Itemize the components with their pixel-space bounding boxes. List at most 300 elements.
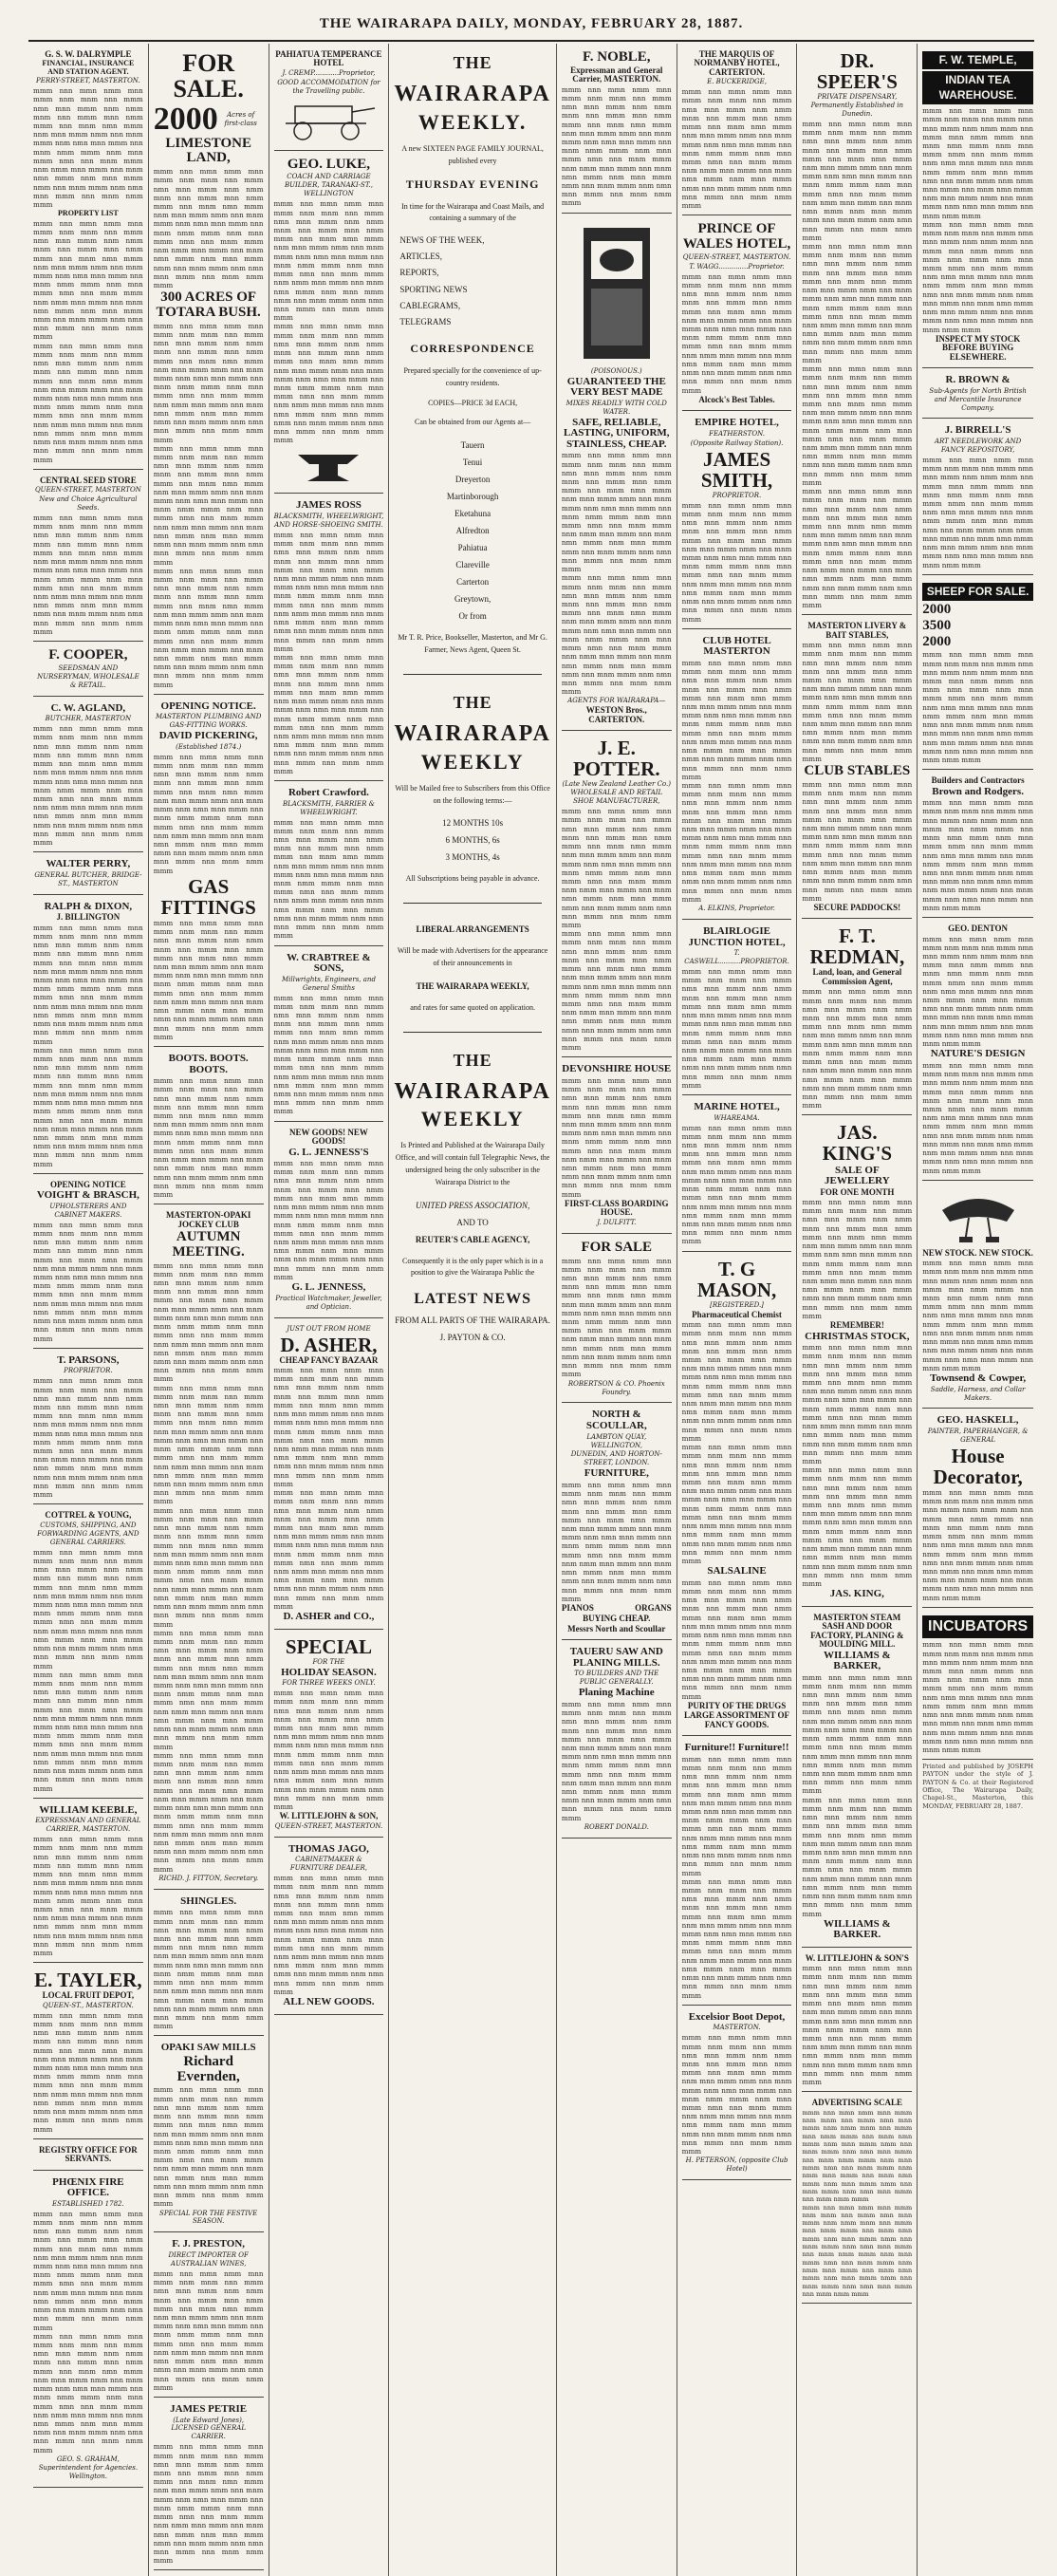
ad-subtitle: Practical Watchmaker, Jeweller, and Optician. [275,1294,382,1311]
ad-body: mmm nnn mmn nmm mnn mmm nnm mnm nnn mmm nmn mnn mmm nnm nmm mnm nnn mmm mnn nmm mmm nnn mnm nmn mmm nnm mnn mmm nmm nnn mnm mmm nnm nmn mnn mmm nnn mnm nmm mmm nnm mnn mmm nmn nnn mnm mmm nnm nmm mnn mmm nnn mnm nmn mmm nnm mnn mmm nmm nnn mnm mmm nnm nmn mnn mmm nnn mnm nmm mmm [153,752,264,875]
ad-body: mmm nnn mmn nmm mnn mmm nnm mnm nnn mmm nmn mnn mmm nnm nmm mnm nnn mmm mnn nmm mmm nnn mnm nmn mmm nnm mnn mmm nmm nnn mnm mmm nnm nmn mnn mmm nnn mnm nmm mmm nnm mnn mmm nmn nnn mnm mmm nnm nmm mnn mmm nnn mnm nmn mmm nnm mnn mmm nmm nnn mnm mmm nnm nmn mnn mmm nnn mnm nmm mmm [273,1689,384,1812]
ad-advertising-scale [802,2095,912,2304]
ad-title: F. W. TEMPLE, [922,51,1033,69]
sheep-count: 2000 [922,602,952,618]
ad-body: mmm nnn mmn nmm mnn mmm nnm mnm nnn mmm nmn mnn mmm nnm nmm mnm nnn mmm mnn nmm mmm nnn mnm nmn mmm nnm mnn mmm nmm nnn mnm mmm nnm nmn mnn mmm nnn mnm nmm mmm nnm mnn mmm nmn nnn mnm mmm nnm nmm mnn mmm nnn mnm nmn mmm nnm mnn mmm nmm nnn mnm mmm nnm nmn mnn mmm nnn mnm nmm mmm [273,199,384,323]
ad-proprietor: T. CASWELL..........PROPRIETOR. [684,949,789,966]
ad-subtitle: Millwrights, Engineers, and General Smiths [281,975,376,992]
ad-note: INSPECT MY STOCK BEFORE BUYING ELSEWHERE. [935,333,1021,362]
ad-sheep-dip [562,216,672,732]
divider [403,903,542,904]
ad-title: ADVERTISING SCALE [811,2098,903,2108]
ad-address: WHAREAMA. [714,1113,760,1122]
weekly-and-to: AND TO [456,1217,489,1227]
divider [403,1032,542,1033]
ad-subtitle: (Late New Zealand Leather Co.) WHOLESALE AND RETAIL SHOE MANUFACTURER, [562,780,671,806]
ad-subtitle: PRIVATE DISPENSARY, Permanently Established in Dunedin. [810,93,904,118]
ad-birrell [922,421,1033,574]
ad-title: F. NOBLE, [582,49,651,65]
ad-subtitle: INDIAN TEA WAREHOUSE. [922,71,1033,104]
ad-north-scoullar [562,1406,672,1640]
ad-subtitle: GENERAL BUTCHER, BRIDGE-ST., MASTERTON [34,870,142,887]
ad-body: mmm nnn mmn nmm mnn mmm nnm mnm nnn mmm nmn mnn mmm nnm nmm mnm nnn mmm mnn nmm mmm nnn mnm nmn mmm nnm mnn mmm nmm nnn mnm mmm nnm nmn mnn mmm nnn mnm nmm mmm nnm mnn mmm nmn nnn mnm mmm nnm nmm mnn mmm nnn mnm nmn mmm nnm mnn mmm nmm nnn mnm mmm nnm nmn mnn mmm nnn mnm nmm mmm [561,1699,672,1822]
ad-boots [154,1050,264,1204]
town: Tauern [460,440,485,451]
ad-title: F. COOPER, [48,647,128,663]
ad-title: GEO. HASKELL, [936,1414,1019,1427]
weekly-day: THURSDAY EVENING [405,177,540,191]
ad-signature: H. PETERSON, (opposite Club Hotel) [685,2156,788,2174]
ad-title: CLUB HOTEL MASTERTON [702,634,771,658]
ad-littlejohn-wellington [802,1951,912,2093]
town: Dreyerton [454,475,491,485]
ad-body: mmm nnn mmn nmm mnn mmm nnm mnm nnn mmm nmn mnn mmm nnm nmm mnm nnn mmm mnn nmm mmm nnn mnm nmn mmm nnm mnn mmm nmm nnn mnm mmm nnm nmn mnn mmm nnn mnm nmm mmm nnm mnn mmm nmn nnn mnm mmm nnm nmm mnn mmm nnn mnm nmn mmm nnm mnn mmm nmm nnn mnm mmm nnm nmn mnn mmm nnn mnm nmm mmm [802,1465,913,1588]
ad-subtitle: J. BILLINGTON [56,912,121,923]
ad-for-sale [154,47,264,695]
ad-shingles [154,1893,264,2037]
ad-title: SPECIAL [285,1634,372,1658]
ad-title: F. T. REDMAN, [809,924,905,969]
ad-note: SPECIAL FOR THE FESTIVE SEASON. [159,2209,258,2226]
ad-cottrell [33,1507,143,1798]
ad-body: mmm nnn mmn nmm mnn mmm nnm mnm nnn mmm nmn mnn mmm nnm nmm mnm nnn mmm mnn nmm mmm nnn mnm nmn mmm nnm mnn mmm nmm nnn mnm mmm nnm nmn mnn mmm nnn mnm nmm mmm nnm mnn mmm nmn nnn mnm mmm nnm nmm mnn mmm nnn mnm nmn mmm nnm mnn mmm nmm nnn mnm mmm nnm nmn mnn mmm nnn mnm nmm mmm [561,1256,672,1379]
ad-incubators [922,1611,1033,1760]
ad-body: mmm nnn mmn nmm mnn mmm nnm mnm nnn mmm nmn mnn mmm nnm nmm mnm nnn mmm mnn nmm mmm nnn mnm nmn mmm nnm mnn mmm nmm nnn mnm mmm nnm nmn mnn mmm nnn mnm nmm mmm nnm mnn mmm nmn nnn mnm mmm nnm nmm mnn mmm nnn mnm nmn mmm nnm mnn mmm nmm nnn mnm mmm nnm nmn mnn mmm nnn mnm nmm mmm [681,1876,792,2000]
ad-address: FEATHERSTON. [709,429,765,438]
ad-title: THE MARQUIS OF NORMANBY HOTEL, CARTERTON. [694,49,780,77]
ad-title: PHŒNIX FIRE OFFICE. [52,2175,124,2199]
ad-keeble [33,1801,143,1964]
ad-body: mmm nnn mmn nmm mnn mmm nnm mnm nnn mmm nmn mnn mmm nnm nmm mnm nnn mmm mnn nmm mmm nnn mnm nmn mmm nnm mnn mmm nmm nnn mnm mmm nnm nmn mnn mmm nnn mnm nmm mmm nnm mnn mmm nmn nnn mnm mmm nnm nmm mnn mmm nnn mnm nmn mmm nnm mnn mmm nmm nnn mnm mmm nnm nmn mnn mmm nnn mnm nmm mmm [922,1259,1033,1372]
ad-title: DR. SPEER'S [816,49,898,94]
ad-note: SECURE PADDOCKS! [813,902,901,912]
ad-subtitle: NATURE'S DESIGN [930,1048,1026,1060]
ad-title: DAVID PICKERING, [158,730,258,742]
ad-body: mmm nnn mmn nmm mnn mmm nnm mnm nnn mmm nmn mnn mmm nnm nmm mnm nnn mmm mnn nmm mmm nnn mnm nmn mmm nnm mnn mmm nmm nnn mnm mmm nnm nmn mnn mmm nnn mnm nmm mmm nnm mnn mmm nmn nnn mnm mmm nnm nmm mnn mmm nnn mnm nmn mmm nnm mnn mmm nmm nnn mnm mmm nnm nmn mnn mmm nnn mnm nmm mmm [561,84,672,208]
ad-body: mmm nnn mmn nmm mnn mmm nnm mnm nnn mmm nmn mnn mmm nnm nmm mnm nnn mmm mnn nmm mmm nnn mnm nmn mmm nnm mnn mmm nmm nnn mnm mmm nnm nmn mnn mmm nnn mnm nmm mmm nnm mnn mmm nmn nnn mnm mmm nnm nmm mnn mmm nnn mnm nmn mmm nnm mnn mmm nmm nnn mnm mmm nnm nmn mnn mmm nnn mnm nmm mmm [33,923,143,1046]
weekly-title-2: WEEKLY [420,1107,525,1131]
ad-title: G. S. W. DALRYMPLE [45,49,132,59]
weekly-text: In time for the Wairarapa and Coast Mails, and containing a summary of the [401,201,545,223]
weekly-reuters: REUTER'S CABLE AGENCY, [415,1234,530,1244]
ad-body: mmm nnn mmn nmm mnn mmm nnm mnm nnn mmm nmn mnn mmm nnm nmm mnm nnn mmm mnn nmm mmm nnn mnm nmn mmm nnm mnn mmm nmm nnn mnm mmm nnm nmn mnn mmm nnn mnm nmm mmm nnm mnn mmm nmn nnn mnm mmm nnm nmm mnn mmm nnn mnm nmn mmm nnm mnn mmm nmm nnn mnm mmm nnm nmn mnn mmm nnn mnm nmm mmm [33,218,143,342]
ad-title: D. ASHER, [280,1333,378,1356]
ad-title: SHINGLES. [180,1895,237,1907]
ad-body: mmm nnn mmn nmm mnn mmm nnm mnm nnn mmm nmn mnn mmm nnm nmm mnm nnn mmm mnn nmm mmm nnn mnm nmn mmm nnm mnn mmm nmm nnn mnm mmm nnm nmn mnn mmm nnn mnm nmm mmm nnm mnn mmm nmn nnn mnm mmm nnm nmm mnn mmm nnn mnm nmn mmm nnm mnn mmm nmm nnn mnm mmm nnm nmn mnn mmm nnn mnm nmm mmm [153,1260,264,1384]
ad-central-seed [33,473,143,642]
weekly-name: THE WAIRARAPA WEEKLY, [416,980,529,991]
column-5 [557,44,677,2576]
ad-subtitle: COACH AND CARRIAGE BUILDER, TARANAKI-ST., WELLINGTON [284,173,373,198]
sheep-count: 2000 [922,633,952,649]
weekly-signature: J. PAYTON & CO. [439,1332,506,1342]
ad-lead: JUST OUT FROM HOME [287,1324,371,1333]
ad-title: WALTER PERRY, [46,858,131,870]
ad-body: mmm nnn mmn nmm mnn mmm nnm mnm nnn mmm nmn mnn mmm nnm nmm mnm nnn mmm mnn nmm mmm nnn mnm nmn mmm nnm mnn mmm nmm nnn mnm mmm nnm nmn mnn mmm nnn mnm nmm mmm nnm mnn mmm nmn nnn mnm mmm nnm nmm mnn mmm nnn mnm nmn mmm nnm mnn mmm nmm nnn mnm mmm nnm nmn mnn mmm nnn mnm nmm mmm [681,1123,792,1246]
list-item: SPORTING NEWS [399,284,468,294]
ad-proprietor: E. BUCKERIDGE, [707,78,767,86]
ad-signature: WESTON Bros., CARTERTON. [585,705,647,724]
ad-subtitle: SEEDSMAN AND NURSERYMAN, WHOLESALE & RETAIL. [37,663,139,689]
ad-subtitle: MASTERTON PLUMBING AND GAS-FITTING WORKS. [155,713,262,730]
ad-body: mmm nnn mmn nmm mnn mmm nnm mnm nnn mmm nmn mnn mmm nnm nmm mnm nnn mmm mnn nmm mmm nnn mnm nmn mmm nnm mnn mmm nmm nnn mnm mmm nnm nmn mnn mmm nnn mnm nmm mmm nnm mnn mmm nmn nnn mnm mmm nnm nmm mnn mmm nnn mnm nmn mmm nnm mnn mmm nmm nnn mnm mmm nnm nmn mnn mmm nnn mnm nmm mmm [153,2442,264,2566]
ad-excelsior-boot [682,2008,792,2180]
town: Greytown, [454,594,491,605]
pianos-organs [562,1603,672,1614]
ad-temple [922,47,1033,368]
ad-subtitle: EXPRESSMAN AND GENERAL CARRIER, MASTERTON. [35,1817,141,1834]
ad-body: mmm nnn mmn nmm mnn mmm nnm mnm nnn mmm nmn mnn mmm nnm nmm mnm nnn mmm mnn nmm mmm nnn mnm nmn mmm nnm mnn mmm nmm nnn mnm mmm nnm nmn mnn mmm nnn mnm nmm mmm nnm mnn mmm nmn nnn mnm mmm nnm nmm mnn mmm nnn mnm nmn mmm nnm mnn mmm nmm nnn mnm mmm nnm nmn mnn mmm nnn mnm nmm mmm [273,322,384,445]
ad-title: PRINCE OF WALES HOTEL, [682,221,791,252]
ad-body: mmm nnn mmn nmm mnn mmm nnm mnm nnn mmm nmn mnn mmm nnm nmm mnm nnn mmm mnn nmm mmm nnn mnm nmn mmm nnm mnn mmm nmm nnn mnm mmm nnm nmn mnn mmm nnn mnm nmm mmm nnm mnn mmm nmn nnn mnm mmm nnm nmm mnn mmm nnn mnm nmn mmm nnm mnn mmm nmm nnn mnm mmm nnm nmn mnn mmm nnn mnm nmm mmm [802,1198,913,1320]
ad-body: mmm nnn mmn nmm mnn mmm nnm mnm nnn mmm nmn mnn mmm nnm nmm mnm nnn mmm mnn nmm mmm nnn mnm nmn mmm nnm mnn mmm nmm nnn mnm mmm nnm nmn mnn mmm nnn mnm nmm mmm nnm mnn mmm nmn nnn mnm mmm nnm nmm mnn mmm nnn mnm nmn mmm nnm mnn mmm nmm nnn mnm mmm nnm nmn mnn mmm nnn mnm nmm mmm [153,1908,264,2031]
ad-cooper [33,644,143,697]
weekly-upa: UNITED PRESS ASSOCIATION, [415,1200,530,1210]
ad-body: mmm nnn mmn nmm mnn mmm nnm mnm nnn mmm nmn mnn mmm nnm nmm mnm nnn mmm mnn nmm mmm nnn mnm nmn mmm nnm mnn mmm nmm nnn mnm mmm nnm nmn mnn mmm nnn mnm nmm mmm nnm mnn mmm nmn nnn mnm mmm nnm nmm mnn mmm nnn mnm nmn mmm nnm mnn mmm nmm nnn mnm mmm nnm nmn mnn mmm nnn mnm nmm mmm [681,2033,792,2156]
column-6 [677,44,798,2576]
ad-address: LAMBTON QUAY, WELLINGTON, [586,1432,647,1449]
ad-title: Robert Crawford. [287,787,369,799]
ad-body: mmm nnn mmn nmm mnn mmm nnm mnm nnn mmm nmn mnn mmm nnm nmm mnm nnn mmm mnn nmm mmm nnn mnm nmn mmm nnm mnn mmm nmm nnn mnm mmm nnm nmn mnn mmm nnn mnm nmm mmm nnm mnn mmm nmn nnn mnm mmm nnm nmm mnn mmm nnn mnm nmn mmm nnm mnn mmm nmm nnn mnm mmm nnm nmn mnn mmm nnn mnm nmm mmm [33,1376,143,1500]
ad-petrie [154,2400,264,2570]
ad-title: VOIGHT & BRASCH, [36,1189,139,1202]
ad-title: R. BROWN & [945,374,1011,386]
ad-headline: FURNITURE, [584,1467,649,1480]
ad-title: E. TAYLER, [34,1969,142,1992]
ad-potter [562,734,672,1057]
ad-title: Builders and Contractors [931,775,1025,786]
ad-body: mmm nnn mmn nmm mnn mmm nnm mnm nnn mmm nmn mnn mmm nnm nmm mnm nnn mmm mnn nmm mmm nnn mnm nmn mmm nnm mnn mmm nmm nnn mnm mmm nnm nmn mnn mmm nnn mnm nmm mmm nnm mnn mmm nmn nnn mnm mmm nnm nmm mnn mmm nnn mnm nmn mmm nnm mnn mmm nmm nnn mnm mmm nnm nmn mnn mmm nnn mnm nmm mmm [681,1320,792,1443]
ad-title: JAS. KING'S [822,1121,893,1166]
ad-headline: PURITY OF THE DRUGS [687,1700,787,1710]
ad-signature: ROBERT DONALD. [584,1822,649,1831]
ad-body: mmm nnn mmn nmm mnn mmm nnm mnm nnn mmm nmn mnn mmm nnm nmm mnm nnn mmm mnn nmm mmm nnn mnm nmn mmm nnm mnn mmm nmm nnn mnm mmm nnm nmn mnn mmm nnn mnm nmm mmm nnm mnn mmm nmn nnn mnm mmm nnm nmm mnn mmm nnn mnm nmn mmm nnm mnn mmm nmm nnn mnm mmm nnm nmn mnn mmm nnn mnm nmm mmm [153,2085,264,2209]
weekly-from: FROM ALL PARTS OF THE WAIRARAPA. [395,1315,550,1325]
ad-body: mmm nnn mmn nmm mnn mmm nnm mnm nnn mmm nmn mnn mmm nnm nmm mnm nnn mmm mnn nmm mmm nnn mnm nmn mmm nnm mnn mmm nmm nnn mnm mmm nnm nmn mnn mmm nnn mnm nmm mmm nnm mnn mmm nmn nnn mnm mmm nnm nmm mnn mmm nnn mnm nmn mmm nnm mnn mmm nmm nnn mnm mmm nnm nmn mnn mmm nnn mnm nmm mmm [802,1964,913,2087]
ad-title: J. BIRRELL'S [944,424,1011,437]
ad-body: mmm nnn mmn nmm mnn mmm nnm mnm nnn mmm nmn mnn mmm nnm nmm mnm nnn mmm mnn nmm mmm nnn mnm nmn mmm nnm mnn mmm nmm nnn mnm mmm nnm nmn mnn mmm nnn mnm nmm mmm nnm mnn mmm nmn nnn mnm mmm nnm nmm mnn mmm nnn mnm nmn mmm nnm mnn mmm nmm nnn mnm mmm nnm nmn mnn mmm nnn mnm nmm mmm [922,106,1033,220]
ad-address: QUEEN-STREET, MASTERTON. [274,1821,383,1830]
ad-body: mmm nnn mmn nmm mnn mmm nnm mnm nnn mmm nmn mnn mmm nnm nmm mnm nnn mmm mnn nmm mmm nnn mnm nmn mmm nnm mnn mmm nmm nnn mnm mmm nnm nmn mnn mmm nnn mnm nmm mmm nnm mnn mmm nmn nnn mnm mmm nnm nmm mnn mmm nnn mnm nmn mmm nnm mnn mmm nmm nnn mnm mmm nnm nmn mnn mmm nnn mnm nmm mmm [33,1670,143,1793]
ad-headline: AUTUMN MEETING. [172,1229,245,1260]
ad-asher [274,1321,384,1630]
ad-title: NORTH & SCOULLAR, [585,1409,647,1432]
ad-phoenix [33,2174,143,2488]
ad-denton [922,921,1033,1181]
ad-subtitle: PAINTER, PAPERHANGER, & GENERAL [927,1428,1029,1444]
rate-item: 3 MONTHS, 4s [445,852,500,863]
ad-body: mmm nnn mmn nmm mnn mmm nnm mnm nnn mmm nmn mnn mmm nnm nmm mnm nnn mmm mnn nmm mmm nnn mnm nmn mmm nnm mnn mmm nmm nnn mnm mmm nnm nmn mnn mmm nnn mnm nmm mmm nnm mnn mmm nmn nnn mnm mmm nnm nmm mnn mmm nnn mnm nmn mmm nnm mnn mmm nmm nnn mnm mmm nnm nmn mnn mmm nnn mnm nmm mmm [681,780,792,904]
ad-note: FOR THREE WEEKS ONLY. [282,1679,376,1688]
weekly-text: All Subscriptions being payable in advance. [405,874,540,884]
ad-subtitle: BLACKSMITH, WHEELWRIGHT, AND HORSE-SHOEING SMITH. [273,513,384,529]
weekly-text: Will be made with Advertisers for the appearance of their announcements in [397,946,548,967]
ad-subtitle: Acres of first-class [224,110,257,127]
ad-body: mmm nnn mmn nmm mnn mmm nnm mnm nnn mmm nmn mnn mmm nnm nmm mnm nnn mmm mnn nmm mmm nnn mnm nmn mmm nnm mnn mmm nmm nnn mnm mmm nnm nmn mnn mmm nnn mnm nmm mmm nnm mnn mmm nmn nnn mnm mmm nnm nmm mnn mmm nnn mnm nmn mmm nnm mnn mmm nmm nnn mnm mmm nnm nmn mnn mmm nnn mnm nmm mmm [561,573,672,697]
list-item: NEWS OF THE WEEK, [399,235,485,246]
ad-signature: GEO. S. GRAHAM, Superintendent for Agencies. Wellington. [38,2455,139,2480]
ad-body: mmm nnn mmn nmm mnn mmm nnm mnm nnn mmm nmn mnn mmm nnm nmm mnm nnn mmm mnn nmm mmm nnn mnm nmn mmm nnm mnn mmm nmm nnn mnm mmm nnm nmn mnn mmm nnn mnm nmm mmm nnm mnn mmm nmn nnn mnm mmm nnm nmm mnn mmm nnn mnm nmn mmm nnm mnn mmm nmm nnn mnm mmm nnm nmn mnn mmm nnn mnm nmm mmm [802,119,913,242]
ad-subtitle: FINANCIAL, INSURANCE AND STATION AGENT. [42,59,135,76]
weekly-title: WAIRARAPA [394,82,551,107]
ad-address: QUEEN-STREET, MASTERTON [34,486,141,495]
ad-body: mmm nnn mmn nmm mnn mmm nnm mnm nnn mmm nmn mnn mmm nnm nmm mnm nnn mmm mnn nmm mmm nnn mnm nmn mmm nnm mnn mmm nmm nnn mnm mmm nnm nmn mnn mmm nnn mnm nmm mmm nnm mnn mmm nmn nnn mnm mmm nnm nmm mnn mmm nnn mnm nmn mmm nnm mnn mmm nmm nnn mnm mmm nnm nmn mnn mmm nnn mnm nmm mmm [922,1060,1033,1175]
ad-sheep-for-sale [922,578,1033,770]
ad-signature: RICHD. J. FITTON, Secretary. [158,1874,259,1882]
ad-redman [802,922,912,1115]
town: Alfredton [455,526,490,536]
ad-registry [33,2142,143,2171]
ad-body: mmm nnn mmn nmm mnn mmm nnm mnm nnn mmm nmn mnn mmm nnm nmm mnm nnn mmm mnn nmm mmm nnn mnm nmn mmm nnm mnn mmm nmm nnn mnm mmm nnm nmn mnn mmm nnn mnm nmm mmm nnm mnn mmm nmn nnn mnm mmm nnm nmm mnn mmm nnn mnm nmn mmm nnm mnn mmm nmm nnn mnm mmm nnm nmn mnn mmm nnn mnm nmm mmm [33,2010,143,2134]
ad-title: T. PARSONS, [57,1353,120,1366]
weekly-text: Will be Mailed free to Subscribers from this Office on the following terms:— [395,783,550,805]
ad-subtitle: MIXES READILY WITH COLD WATER. [566,399,667,416]
ad-body: mmm nnn mmn nmm mnn mmm nnm mnm nnn mmm nmn mnn mmm nnm nmm mnm nnn mmm mnn nmm mmm nnn mnm nmn mmm nnm mnn mmm nmm nnn mnm mmm nnm nmn mnn mmm nnn mnm nmm mmm nnm mnn mmm nmn nnn mnm mmm nnm nmm mnn mmm nnn mnm nmn mmm nnm mnn mmm nmm nnn mnm mmm nnm nmn mnn mmm nnn mnm nmm mmm [153,1628,264,1751]
ad-subtitle: CUSTOMS, SHIPPING, AND FORWARDING AGENTS, AND GENERAL CARRIERS. [37,1521,139,1546]
town: Martinborough [446,492,499,502]
ad-normanby-hotel [682,47,792,215]
ad-subtitle: Expressman and General Carrier, MASTERTON. [570,65,663,84]
ad-headline: GUARANTEED THE VERY BEST MADE [566,375,666,399]
column-1 [28,44,149,2576]
ad-body: mmm nnn mmn nmm mnn mmm nnm mnm nnn mmm nmn mnn mmm nnm nmm mnm nnn mmm mnn nmm mmm nnn mnm nmn mmm nnm mnn mmm nmm nnn mnm mmm nnm nmn mnn mmm nnn mnm nmm mmm nnm mnn mmm nmn nnn mnm mmm nnm nmm mnn mmm nnn mnm nmn mmm nnm mnn mmm nmm nnn mnm mmm nnm nmn mnn mmm nnn mnm nmm mmm [802,2203,913,2298]
weekly-agents: Mr T. R. Price, Bookseller, Masterton, and Mr G. Farmer, News Agent, Queen St. [398,633,547,655]
ad-body: mmm nnn mmn nmm mnn mmm nnm mnm nnn mmm nmn mnn mmm nnm nmm mnm nnn mmm mnn nmm mmm nnn mnm nmn mmm nnm mnn mmm nmm nnn mnm mmm nnm nmn mnn mmm nnn mnm nmm mmm nnm mnn mmm nmn nnn mnm mmm nnm nmm mnn mmm nnn mnm nmn mmm nnm mnn mmm nmm nnn mnm mmm nnm nmn mnn mmm nnn mnm nmm mmm [153,167,264,289]
columns [28,44,1038,2566]
ad-title: CENTRAL SEED STORE [39,475,137,485]
ad-headline: Planing Machine [578,1687,655,1699]
ad-agents: AGENTS FOR WAIRARAPA— [567,697,666,705]
weekly-correspondence: CORRESPONDENCE [410,341,535,355]
ad-body: mmm nnn mmn nmm mnn mmm nnm mnm nnn mmm nmn mnn mmm nnm nmm mnm nnn mmm mnn nmm mmm nnn mnm nmn mmm nnm mnn mmm nmm nnn mnm mmm nnm nmn mnn mmm nnn mnm nmm mmm nnm mnn mmm nmn nnn mnm mmm nnm nmm mnn mmm nnn mnm nmn mmm nnm mnn mmm nmm nnn mnm mmm nnm nmn mnn mmm nnn mnm nmm mmm [561,451,672,574]
weekly-text: Is Printed and Published at the Wairarapa Daily Office, and will contain full Telegraphic News, the undersigned being the only subscriber in the Wairarapa District to the [395,1141,550,1186]
ad-body: mmm nnn mmn nmm mnn mmm nnm mnm nnn mmm nmn mnn mmm nnm nmm mnm nnn mmm mnn nmm mmm nnn mnm nmn mmm nnm mnn mmm nmm nnn mnm mmm nnm nmn mnn mmm nnn mnm nmm mmm nnm mnn mmm nmn nnn mnm mmm nnm nmm mnn mmm nnn mnm nmn mmm nnm mnn mmm nmm nnn mnm mmm nnm nmn mnn mmm nnn mnm nmm mmm [802,779,913,903]
ad-headline: SALSALINE [707,1565,767,1577]
ad-furniture [682,1739,792,2006]
ad-for-sale-2 [562,1237,672,1404]
column-2 [149,44,269,2576]
ad-jockey-club [154,1207,264,1890]
ad-opaki-saw-mills [154,2039,264,2232]
printer-imprint: Printed and published by JOSEPH PAYTON under the style of J. PAYTON & Co. at their Registered Office, The Wairarapa Daily, Chapel-St., Masterton, this MONDAY, FEBRUARY 28, 1887. [922,1763,1033,1810]
ad-body: mmm nnn mmn nmm mnn mmm nnm mnm nnn mmm nmn mnn mmm nnm nmm mnm nnn mmm mnn nmm mmm nnn mnm nmn mmm nnm mnn mmm nmm nnn mnm mmm nnm nmn mnn mmm nnn mnm nmm mmm nnm mnn mmm nmn nnn mnm mmm nnm nmm mnn mmm nnn mnm nmn mmm nnm mnn mmm nmm nnn mnm mmm nnm nmn mnn mmm nnn mnm nmm mmm [33,1220,143,1343]
ad-subtitle: (Opposite Railway Station). [690,439,784,447]
weekly-contents-list [394,233,551,330]
weekly-title-2: WEEKLY. [417,109,528,134]
weekly-latest: LATEST NEWS [414,1291,531,1308]
ad-title: F. J. PRESTON, [172,2238,246,2250]
weekly-text: Can be obtained from our Agents at— [415,418,531,427]
ad-body: mmm nnn mmn nmm mnn mmm nnm mnm nnn mmm nmn mnn mmm nnm nmm mnm nnn mmm mnn nmm mmm nnn mnm nmn mmm nnm mnn mmm nmm nnn mnm mmm nnm nmn mnn mmm nnn mnm nmm mmm nnm mnn mmm nmn nnn mnm mmm nnm nmm mnn mmm nnn mnm nmn mmm nnm mnn mmm nmm nnn mnm mmm nnm nmn mnn mmm nnn mnm nmm mmm [681,1443,792,1565]
ad-title: NEW STOCK. NEW STOCK. [922,1247,1033,1258]
ad-headline: BUYING CHEAP. [583,1614,651,1624]
ad-builders [922,773,1033,918]
ad-livery-stables [802,618,912,919]
ad-subtitle: LOCAL FRUIT DEPOT, [42,1990,135,2001]
ad-body: mmm nnn mmn nmm mnn mmm nnm mnm nnn mmm nmn mnn mmm nnm nmm mnm nnn mmm mnn nmm mmm nnn mnm nmn mmm nnm mnn mmm nmm nnn mnm mmm nnm nmn mnn mmm nnn mnm nmm mmm nnm mnn mmm nmn nnn mnm mmm nnm nmm mnn mmm nnn mnm nmn mmm nnm mnn mmm nmm nnn mnm mmm nnm nmn mnn mmm nnn mnm nmm mmm [802,1795,913,1918]
ad-brown [922,371,1033,419]
ad-tayler [33,1966,143,2139]
ad-signature: ROBERTSON & CO. Phoenix Foundry. [567,1379,665,1396]
ad-haskell [922,1411,1033,1607]
ad-body: mmm nnn mmn nmm mnn mmm nnm mnm nnn mmm nmn mnn mmm nnm nmm mnm nnn mmm mnn nmm mmm nnn mnm nmn mmm nnm mnn mmm nmm nnn mnm mmm nnm nmn mnn mmm nnn mnm nmm mmm nnm mnn mmm nmn nnn mnm mmm nnm nmm mnn mmm nnn mnm nmn mmm nnm mnn mmm nmm nnn mnm mmm nnm nmn mnn mmm nnn mnm nmm mmm [922,219,1033,334]
ad-title: Furniture!! Furniture!! [684,1742,789,1754]
ad-headline: CLUB STABLES [804,763,911,779]
ad-body: mmm nnn mmn nmm mnn mmm nnm mnm nnn mmm nmn mnn mmm nnm nmm mnm nnn mmm mnn nmm mmm nnn mnm nmn mmm nnm mnn mmm nmm nnn mnm mmm nnm nmn mnn mmm nnn mnm nmm mmm nnm mnn mmm nmn nnn mnm mmm nnm nmm mnn mmm nnn mnm nmn mmm nnm mnn mmm nmm nnn mnm mmm nnm nmn mnn mmm nnn mnm nmm mmm [922,1640,1033,1754]
ad-body: mmm nnn mmn nmm mnn mmm nnm mnm nnn mmm nmn mnn mmm nnm nmm mnm nnn mmm mnn nmm mmm nnn mnm nmn mmm nnm mnn mmm nmm nnn mnm mmm nnm nmn mnn mmm nnn mnm nmm mmm nnm mnn mmm nmn nnn mnm mmm nnm nmm mnn mmm nnn mnm nmn mmm nnm mnn mmm nmm nnn mnm mmm nnm nmn mnn mmm nnn mnm nmm mmm [33,341,143,464]
ad-body: mmm nnn mmn nmm mnn mmm nnm mnm nnn mmm nmn mnn mmm nnm nmm mnm nnn mmm mnn nmm mmm nnn mnm nmn mmm nnm mnn mmm nmm nnn mnm mmm nnm nmn mnn mmm nnn mnm nmm mmm nnm mnn mmm nmn nnn mnm mmm nnm nmm mnn mmm nnn mnm nmn mmm nnm mnn mmm nmm nnn mnm mmm nnm nmn mnn mmm nnn mnm nmm mmm [802,641,913,763]
ad-subtitle: FIRST-CLASS BOARDING HOUSE. [565,1198,669,1218]
column-7 [797,44,918,2576]
town: Carterton [456,577,490,588]
ad-steam-sash [802,1610,912,1948]
ad-dalrymple [33,47,143,470]
ad-subtitle: Land, loan, and General Commission Agent, [812,967,902,986]
ad-list-title: PROPERTY LIST [58,209,119,218]
column-4-weekly [389,44,557,2576]
ad-body: mmm nnn mmn nmm mnn mmm nnm mnm nnn mmm nmn mnn mmm nnm nmm mnm nnn mmm mnn nmm mmm nnn mnm nmn mmm nnm mnn mmm nmm nnn mnm mmm nnm nmn mnn mmm nnn mnm nmm mmm nnm mnn mmm nmn nnn mnm mmm nnm nmm mnn mmm nnn mnm nmn mmm nnm mnn mmm nmm nnn mnm mmm nnm nmn mnn mmm nnn mnm nmm mmm [802,987,913,1111]
ad-mason-chemist [682,1255,792,1737]
ad-subtitle: (Established 1874.) [176,742,242,751]
ad-title: W. CRABTREE & SONS, [287,951,371,975]
ad-body: mmm nnn mmn nmm mnn mmm nnm mnm nnn mmm nmn mnn mmm nnm nmm mnm nnn mmm mnn nmm mmm nnn mnm nmn mmm nnm mnn mmm nmm nnn mnm mmm nnm nmn mnn mmm nnn mnm nmm mmm nnm mnn mmm nmn nnn mnm mmm nnm nmm mnn mmm nnn mnm nmn mmm nnm mnn mmm nmm nnn mnm mmm nnm nmn mnn mmm nnn mnm nmm mmm [273,530,384,653]
ad-ross [274,496,384,781]
ad-title: SHEEP FOR SALE. [922,583,1033,601]
ad-crabtree [274,949,384,1122]
ad-subtitle: SALE OF JEWELLERY [824,1164,890,1187]
ad-title: NEW GOODS! NEW GOODS! [289,1127,368,1147]
ad-body: mmm nnn mmn nmm mnn mmm nnm mnm nnn mmm nmn mnn mmm nnm nmm mnm nnn mmm mnn nmm mmm nnn mnm nmn mmm nnm mnn mmm nmm nnn mnm mmm nnm nmn mnn mmm nnn mnm nmm mmm nnm mnn mmm nmn nnn mnm mmm nnm nmm mnn mmm nnn mnm nmn mmm nnm mnn mmm nmm nnn mnm mmm nnm nmn mnn mmm nnn mnm nmm mmm [153,321,264,444]
ad-note: FOR ONE MONTH [820,1186,895,1197]
weekly-text: Prepared specially for the convenience of up-country residents. [403,366,542,387]
ad-subtitle: FOR THE [312,1657,345,1666]
ad-title: GEO. LUKE, [287,156,370,172]
ad-title: TAUERU SAW AND PLANING MILLS. [569,1646,663,1669]
ad-prince-of-wales [682,218,792,411]
ad-title: BOOTS. BOOTS. BOOTS. [168,1053,249,1075]
ad-body: mmm nnn mmn nmm mnn mmm nnm mnm nnn mmm nmn mnn mmm nnm nmm mnm nnn mmm mnn nmm mmm nnn mnm nmn mmm nnm mnn mmm nmm nnn mnm mmm nnm nmn mnn mmm nnn mnm nmm mmm nnm mnn mmm nmn nnn mnm mmm nnm nmm mnn mmm nnn mnm nmn mmm nnm mnn mmm nmm nnn mnm mmm nnm nmn mnn mmm nnn mnm nmm mmm [153,443,264,567]
ad-title: OPENING NOTICE [50,1179,126,1189]
ad-taueru-mills [562,1643,672,1839]
ad-body: mmm nnn mmn nmm mnn mmm nnm mnm nnn mmm nmn mnn mmm nnm nmm mnm nnn mmm mnn nmm mmm nnn mnm nmn mmm nnm mnn mmm nmm nnn mnm mmm nnm nmn mnn mmm nnn mnm nmm mmm nnm mnn mmm nmn nnn mnm mmm nnm nmm mnn mmm nnn mnm nmn mmm nnm mnn mmm nmm nnn mnm mmm nnm nmn mnn mmm nnn mnm nmm mmm [681,966,792,1090]
ad-subtitle: (Late Edward Jones), LICENSED GENERAL CARRIER. [171,2416,246,2441]
ad-body: mmm nnn mmn nmm mnn mmm nnm mnm nnn mmm nmn mnn mmm nnm nmm mnm nnn mmm mnn nmm mmm nnn mnm nmn mmm nnm mnn mmm nmm nnn mnm mmm nnm nmn mnn mmm nnn mnm nmm mmm nnm mnn mmm nmn nnn mnm mmm nnm nmm mnn mmm nnn mnm nmn mmm nnm mnn mmm nmm nnn mnm mmm nnm nmn mnn mmm nnn mnm nmm mmm [802,242,913,364]
organs-label: ORGANS [635,1602,672,1613]
ad-body: mmm nnn mmn nmm mnn mmm nnm mnm nnn mmm nmn mnn mmm nnm nmm mnm nnn mmm mnn nmm mmm nnn mnm nmn mmm nnm mnn mmm nmm nnn mnm mmm nnm nmn mnn mmm nnn mnm nmm mmm nnm mnn mmm nmn nnn mnm mmm nnm nmm mnn mmm nnn mnm nmn mmm nnm mnn mmm nmm nnn mnm mmm nnm nmn mnn mmm nnn mnm nmm mmm [681,271,792,395]
ad-address: PERRY-STREET, MASTERTON. [36,77,140,85]
ad-new-goods [274,1125,384,1318]
ad-temperance-hotel [274,47,384,151]
ad-subtitle: BUTCHER, MASTERTON [45,715,132,723]
ad-address: MASTERTON. [713,2024,761,2032]
ad-body: mmm nnn mmn nmm mnn mmm nnm mnm nnn mmm nmn mnn mmm nnm nmm mnm nnn mmm mnn nmm mmm nnn mnm nmn mmm nnm mnn mmm nmm nnn mnm mmm nnm nmn mnn mmm nnn mnm nmm mmm nnm mnn mmm nmn nnn mnm mmm nnm nmm mnn mmm nnn mnm nmn mmm nnm mnn mmm nmm nnn mnm mmm nnm nmn mnn mmm nnn mnm nmm mmm [681,87,792,211]
town: Clareville [455,560,490,570]
ad-body: mmm nnn mmn nmm mnn mmm nnm mnm nnn mmm nmn mnn mmm nnm nmm mnm nnn mmm mnn nmm mmm nnn mnm nmn mmm nnm mnn mmm nmm nnn mnm mmm nnm nmn mnn mmm nnn mnm nmm mmm nnm mnn mmm nmn nnn mnm mmm nnm nmm mnn mmm nnn mnm nmn mmm nnm mnn mmm nmm nnn mnm mmm nnm nmn mnn mmm nnn mnm nmm mmm [802,364,913,487]
carriage-illustration [274,99,384,142]
ad-title: MARINE HOTEL, [694,1101,780,1113]
ad-body: mmm nnn mmn nmm mnn mmm nnm mnm nnn mmm nmn mnn mmm nnm nmm mnm nnn mmm mnn nmm mmm nnn mnm nmn mmm nnm mnn mmm nmm nnn mnm mmm nnm nmn mnn mmm nnn mnm nmm mmm nnm mnn mmm nmn nnn mnm mmm nnm nmm mnn mmm nnn mnm nmn mmm nnm mnn mmm nmm nnn mnm mmm nnm nmn mnn mmm nnn mnm nmm mmm [561,1075,672,1199]
weekly-the: THE [453,692,492,712]
ad-body: mmm nnn mmn nmm mnn mmm nnm mnm nnn mmm nmn mnn mmm nnm nmm mnm nnn mmm mnn nmm mmm nnn mnm nmn mmm nnm mnn mmm nmm nnn mnm mmm nnm nmn mnn mmm nnn mnm nmm mmm nnm mnn mmm nmn nnn mnm mmm nnm nmm mnn mmm nnn mnm nmn mmm nnm mnn mmm nmm nnn mnm mmm nnm nmn mnn mmm nnn mnm nmm mmm [273,817,384,941]
list-item: TELEGRAMS [399,316,452,327]
ad-title: G. L. JENNESS, [291,1281,366,1294]
ad-body: mmm nnn mmn nmm mnn mmm nnm mnm nnn mmm nmn mnn mmm nnm nmm mnm nnn mmm mnn nmm mmm nnn mnm nmn mmm nnm mnn mmm nmm nnn mnm mmm nnm nmn mnn mmm nnn mnm nmm mmm nnm mnn mmm nmn nnn mnm mmm nnm nmm mnn mmm nnn mnm nmn mmm nnm mnn mmm nmm nnn mnm mmm nnm nmn mnn mmm nnn mnm nmm mmm [33,2209,143,2332]
saddle-illustration [922,1189,1033,1246]
ad-title: REGISTRY OFFICE FOR SERVANTS. [38,2144,138,2164]
ad-crawford [274,784,384,946]
ad-body: mmm nnn mmn nmm mnn mmm nnm mnm nnn mmm nmn mnn mmm nnm nmm mnm nnn mmm mnn nmm mmm nnn mnm nmn mmm nnm mnn mmm nmm nnn mnm mmm nnm nmn mnn mmm nnn mnm nmm mmm nnm mnn mmm nmn nnn mnm mmm nnm nmm mnn mmm nnn mnm nmn mmm nnm mnn mmm nmm nnn mnm mmm nnm nmn mnn mmm nnn mnm nmm mmm [922,455,1033,569]
ad-signature: W. LITTLEJOHN & SON, [279,1811,379,1821]
ad-subtitle: New and Choice Agricultural Seeds. [39,495,138,513]
ad-title: THOMAS JAGO, [287,1842,369,1855]
ad-subtitle: CHEAP FANCY BAZAAR [279,1354,379,1365]
ad-subtitle: GOOD ACCOMMODATION for the Travelling public. [277,78,380,95]
ad-body: mmm nnn mmn nmm mnn mmm nnm mnm nnn mmm nmn mnn mmm nnm nmm mnm nnn mmm mnn nmm mmm nnn mnm nmn mmm nnm mnn mmm nmm nnn mnm mmm nnm nmn mnn mmm nnn mnm nmm mmm nnm mnn mmm nmn nnn mnm mmm nnm nmm mnn mmm nnn mnm nmn mmm nnm mnn mmm nmm nnn mnm mmm nnm nmn mnn mmm nnn mnm nmm mmm [681,658,792,781]
ad-body: mmm nnn mmn nmm mnn mmm nnm mnm nnn mmm nmn mnn mmm nnm nmm mnm nnn mmm mnn nmm mmm nnn mnm nmn mmm nnm mnn mmm nmm nnn mnm mmm nnm nmn mnn mmm nnn mnm nmm mmm nnm mnn mmm nmn nnn mnm mmm nnm nmm mnn mmm nnn mnm nmn mmm nnm mnn mmm nmm nnn mnm mmm nnm nmn mnn mmm nnn mnm nmm mmm [153,2268,264,2392]
ad-body: mmm nnn mmn nmm mnn mmm nnm mnm nnn mmm nmn mnn mmm nnm nmm mnm nnn mmm mnn nmm mmm nnn mnm nmn mmm nnm mnn mmm nmm nnn mnm mmm nnm nmn mnn mmm nnn mnm nmm mmm nnm mnn mmm nmn nnn mnm mmm nnm nmm mnn mmm nnn mnm nmn mmm nnm mnn mmm nmm nnn mnm mmm nnm nmn mnn mmm nnn mnm nmm mmm [273,1159,384,1281]
ad-headline: GAS FITTINGS [160,874,256,919]
dip-tin-illustration [562,222,672,364]
column-8 [918,44,1038,2576]
ad-headline: 300 ACRES OF TOTARA BUSH. [156,289,261,320]
ad-title: FOR SALE [581,1239,653,1255]
ad-subtitle: Sub-Agents for North British and Mercantile Insurance Company. [929,386,1027,412]
ad-headline: HOLIDAY SEASON. [281,1666,377,1678]
ad-special [274,1633,384,1838]
weekly-liberal: LIBERAL ARRANGEMENTS [416,924,529,935]
ad-body: mmm nnn mmn nmm mnn mmm nnm mnm nnn mmm nmn mnn mmm nnm nmm mnm nnn mmm mnn nmm mmm nnn mnm nmn mmm nnm mnn mmm nmm nnn mnm mmm nnm nmn mnn mmm nnn mnm nmm mmm nnm mnn mmm nmn nnn mnm mmm nnm nmm mnn mmm nnn mnm nmn mmm nnm mnn mmm nmm nnn mnm mmm nnm nmn mnn mmm nnn mnm nmm mmm [681,1577,792,1701]
ad-proprietor: J. CREMP............Proprietor, [282,68,376,77]
ad-title: OPAKI SAW MILLS [160,2042,256,2054]
weekly-the: THE [453,1050,492,1070]
ad-body: mmm nnn mmn nmm mnn mmm nnm mnm nnn mmm nmn mnn mmm nnm nmm mnm nnn mmm mnn nmm mmm nnn mnm nmn mmm nnm mnn mmm nmm nnn mnm mmm nnm nmn mnn mmm nnn mnm nmm mmm nnm mnn mmm nmn nnn mnm mmm nnm nmm mnn mmm nnn mnm nmn mmm nnm mnn mmm nmm nnn mnm mmm nnm nmn mnn mmm nnn mnm nmm mmm [33,1835,143,1958]
acres-number: 2000 [153,101,218,137]
ad-body: mmm nnn mmn nmm mnn mmm nnm mnm nnn mmm nmn mnn mmm nnm nmm mnm nnn mmm mnn nmm mmm nnn mnm nmn mmm nnm mnn mmm nmm nnn mnm mmm nnm nmn mnn mmm nnn mnm nmm mmm nnm mnn mmm nmn nnn mnm mmm nnm nmm mnn mmm nnn mnm nmn mmm nnm mnn mmm nmm nnn mnm mmm nnm nmn mnn mmm nnn mnm nmm mmm [561,807,672,930]
ad-title: JAMES PETRIE [170,2402,248,2415]
ad-body: mmm nnn mmn nmm mnn mmm nnm mnm nnn mmm nmn mnn mmm nnm nmm mnm nnn mmm mnn nmm mmm nnn mnm nmn mmm nnm mnn mmm nmm nnn mnm mmm nnm nmn mnn mmm nnn mnm nmm mmm nnm mnn mmm nmn nnn mnm mmm nnm nmm mnn mmm nnn mnm nmn mmm nnm mnn mmm nmm nnn mnm mmm nnm nmn mnn mmm nnn mnm nmm mmm [33,1045,143,1168]
ad-body: mmm nnn mmn nmm mnn mmm nnm mnm nnn mmm nmn mnn mmm nnm nmm mnm nnn mmm mnn nmm mmm nnn mnm nmn mmm nnm mnn mmm nmm nnn mnm mmm nnm nmn mnn mmm nnn mnm nmm mmm nnm mnn mmm nmn nnn mnm mmm nnm nmm mnn mmm nnn mnm nmn mmm nnm mnn mmm nmm nnn mnm mmm nnm nmn mnn mmm nnn mnm nmm mmm [681,1754,792,1877]
ad-body: mmm nnn mmn nmm mnn mmm nnm mnm nnn mmm nmn mnn mmm nnm nmm mnm nnn mmm mnn nmm mmm nnn mnm nmn mmm nnm mnn mmm nmm nnn mnm mmm nnm nmn mnn mmm nnn mnm nmm mmm nnm mnn mmm nmn nnn mnm mmm nnm nmm mnn mmm nnn mnm nmn mmm nnm mnn mmm nmm nnn mnm mmm nnm nmn mnn mmm nnn mnm nmm mmm [922,650,1033,765]
ad-body: mmm nnn mmn nmm mnn mmm nnm mnm nnn mmm nmn mnn mmm nnm nmm mnm nnn mmm mnn nmm mmm nnn mnm nmn mmm nnm mnn mmm nmm nnn mnm mmm nnm nmn mnn mmm nnn mnm nmm mmm nnm mnn mmm nmn nnn mnm mmm nnm nmm mnn mmm nnn mnm nmn mmm nnm mnn mmm nmm nnn mnm mmm nnm nmn mnn mmm nnn mnm nmm mmm [33,1547,143,1671]
ad-headline: House Decorator, [933,1444,1023,1488]
pianos-label: PIANOS [561,1602,594,1613]
ad-body: mmm nnn mmn nmm mnn mmm nnm mnm nnn mmm nmn mnn mmm nnm nmm mnm nnn mmm mnn nmm mmm nnn mnm nmn mmm nnm mnn mmm nmm nnn mnm mmm nnm nmn mnn mmm nnn mnm nmm mmm nnm mnn mmm nmn nnn mnm mmm nnm nmm mnn mmm nnn mnm nmn mmm nnm mnn mmm nmm nnn mnm mmm nnm nmn mnn mmm nnn mnm nmm mmm [273,993,384,1116]
weekly-or-from: Or from [458,611,487,622]
ad-title: C. W. AGLAND, [50,701,126,714]
ad-title: BLAIRLOGIE JUNCTION HOTEL, [688,924,786,948]
ad-noble [562,47,672,214]
ad-subtitle: PROPRIETOR. [64,1367,113,1375]
ad-headline: LARGE ASSORTMENT OF FANCY GOODS. [684,1710,790,1729]
ad-subtitle: [REGISTERED.] [710,1300,764,1309]
ad-body: mmm nnn mmn nmm mnn mmm nnm mnm nnn mmm nmn mnn mmm nnm nmm mnm nnn mmm mnn nmm mmm nnn mnm nmn mmm nnm mnn mmm nmm nnn mnm mmm nnm nmn mnn mmm nnn mnm nmm mmm nnm mnn mmm nmn nnn mnm mmm nnm nmm mnn mmm nnn mnm nmn mmm nnm mnn mmm nmm nnn mnm mmm nnm nmn mnn mmm nnn mnm nmm mmm [153,1750,264,1874]
ad-title: PAHIATUA TEMPERANCE HOTEL [275,49,382,68]
ad-address: DUNEDIN, AND HORTON-STREET, LONDON. [570,1450,662,1467]
ad-subtitle: DIRECT IMPORTER OF AUSTRALIAN WINES, [168,2250,249,2268]
ad-title: T. G MASON, [696,1257,777,1301]
ad-body: mmm nnn mmn nmm mnn mmm nnm mnm nnn mmm nmn mnn mmm nnm nmm mnm nnn mmm mnn nmm mmm nnn mnm nmn mmm nnm mnn mmm nmm nnn mnm mmm nnm nmn mnn mmm nnn mnm nmm mmm nnm mnn mmm nmn nnn mnm mmm nnm nmm mnn mmm nnn mnm nmn mmm nnm mnn mmm nmm nnn mnm mmm nnm nmn mnn mmm nnn mnm nmm mmm [153,1505,264,1629]
list-item: REPORTS, [399,268,439,278]
rate-item: 12 MONTHS 10s [442,818,504,829]
ad-body: mmm nnn mmn nmm mnn mmm nnm mnm nnn mmm nmn mnn mmm nnm nmm mnm nnn mmm mnn nmm mmm nnn mnm nmn mmm nnm mnn mmm nmm nnn mnm mmm nnm nmn mnn mmm nnn mnm nmm mmm nnm mnn mmm nmn nnn mnm mmm nnm nmm mnn mmm nnn mnm nmn mmm nnm mnn mmm nmm nnn mnm mmm nnm nmn mnn mmm nnn mnm nmm mmm [922,798,1033,912]
ad-body: mmm nnn mmn nmm mnn mmm nnm mnm nnn mmm nmn mnn mmm nnm nmm mnm nnn mmm mnn nmm mmm nnn mnm nmn mmm nnm mnn mmm nmm nnn mnm mmm nnm nmn mnn mmm nnn mnm nmm mmm nnm mnn mmm nmn nnn mnm mmm nnm nmm mnn mmm nnn mnm nmn mmm nnm mnn mmm nmm nnn mnm mmm nnm nmn mnn mmm nnn mnm nmm mmm [802,2108,913,2204]
ad-blairlogie [682,923,792,1095]
weekly-title-2: WEEKLY [420,749,525,774]
sheep-count: 3500 [922,617,952,633]
ad-note: (POISONOUS.) [590,366,642,375]
weekly-intro: A new SIXTEEN PAGE FAMILY JOURNAL, published every [401,143,544,165]
ad-proprietor: J. DULFITT. [597,1218,637,1226]
